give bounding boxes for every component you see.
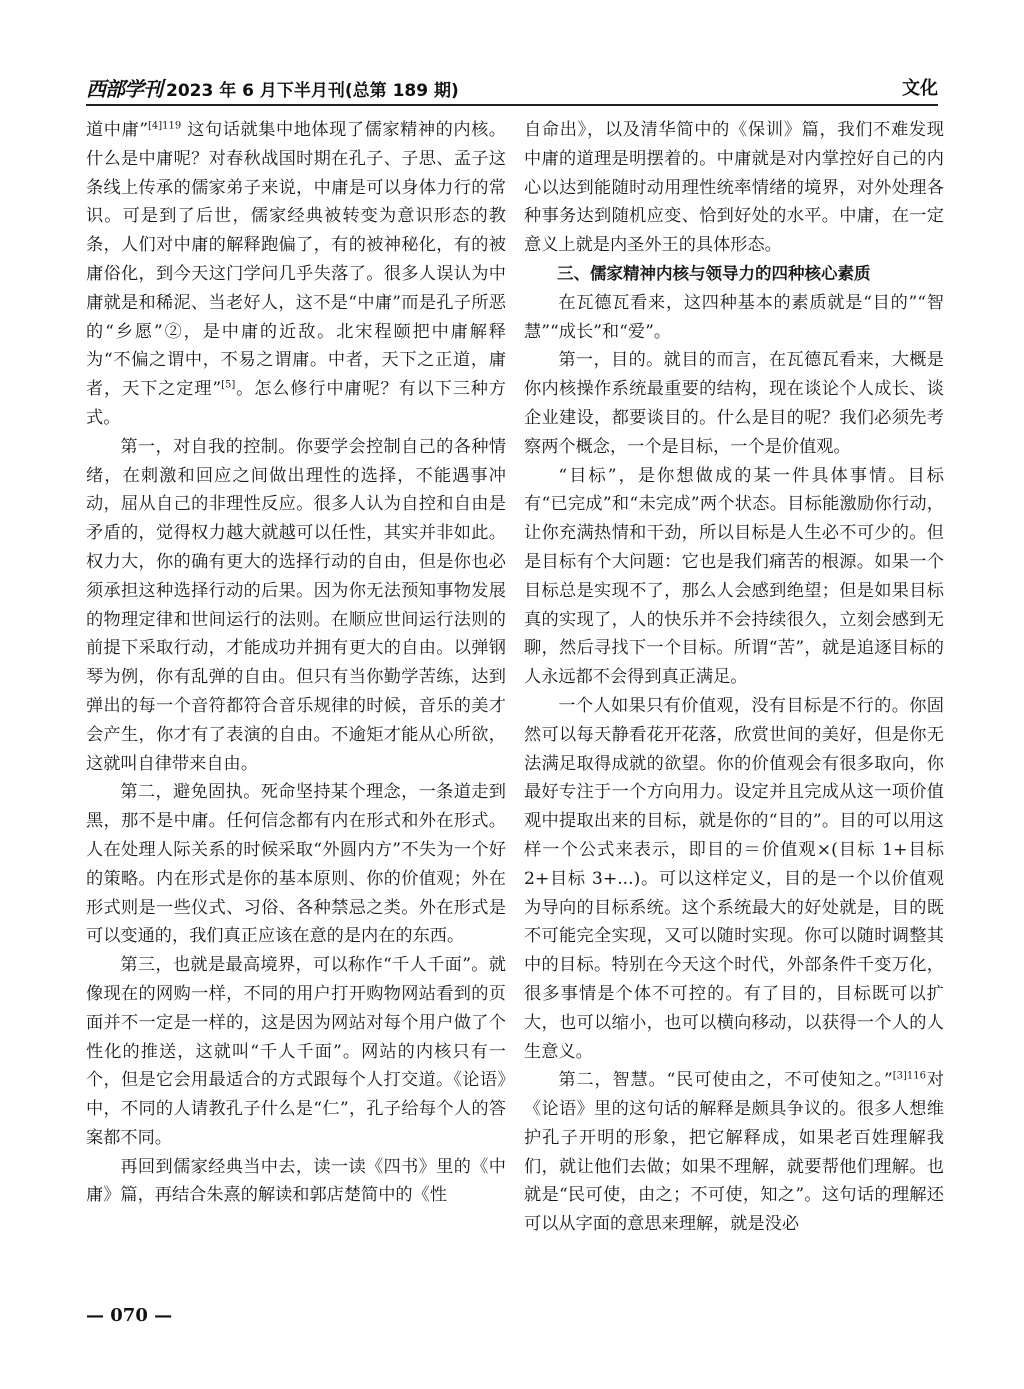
paragraph: 第一，目的。就目的而言，在瓦德瓦看来，大概是你内核操作系统最重要的结构，现在谈论个人成长、谈企业建设，都要谈目的。什么是目的呢？我们必须先考察两个概念，一个是目标，一个是价值观。 [524, 350, 944, 457]
section-label: 文化 [902, 78, 938, 99]
page-number: — 070 — [86, 1305, 173, 1326]
running-header [86, 70, 938, 106]
paragraph: 第一，对自我的控制。你要学会控制自己的各种情绪，在刺激和回应之间做出理性的选择，不能遇事冲动，屈从自己的非理性反应。很多人认为自控和自由是矛盾的，觉得权力越大就越可以任性，其实并非如此。权力大，你的确有更大的选择行动的自由，但是你也必须承担这种选择行动的后果。因为你无法预知事物发展的物理定律和世间运行的法则。在顺应世间运行法则的前提下采取行动，才能成功并拥有更大的自由。以弹钢琴为例，你有乱弹的自由。但只有当你勤学苦练，达到弹出的每一个音符都符合音乐规律的时候，音乐的美才会产生，你才有了表演的自由。不逾矩才能从心所欲，这就叫自律带来自由。 [86, 436, 506, 774]
section-heading: 三、儒家精神内核与领导力的四种核心素质 [557, 263, 871, 283]
left-column [86, 116, 506, 1286]
journal-logo: 西部学刊 [86, 76, 162, 101]
citation: [4]119 [148, 120, 182, 132]
paragraph: 第二，智慧。“民可使由之，不可使知之。”$^{[3]116}$对《论语》里的这句话的解释是颇具争议的。很多人想维护孔子开明的形象，把它解释成，如果老百姓理解我们，就让他们去做；如果不理解，就要帮他们理解。也就是“民可使，由之；不可使，知之”。这句话的理解还可以从字面的意思来理解，就是没必 [524, 1070, 944, 1235]
paragraph: 第三，也就是最高境界，可以称作“千人千面”。就像现在的网购一样，不同的用户打开购物网站看到的页面并不一定是一样的，这是因为网站对每个用户做了个性化的推送，这就叫“千人千面”。网站的内核只有一个，但是它会用最适合的方式跟每个人打交道。《论语》中，不同的人请教孔子什么是“仁”，孔子给每个人的答案都不同。 [86, 955, 506, 1148]
paragraph: 自命出》，以及清华简中的《保训》篇，我们不难发现中庸的道理是明摆着的。中庸就是对内掌控好自己的内心以达到能随时动用理性统率情绪的境界，对外处理各种事务达到随机应变、恰到好处的水平。中庸，在一定意义上就是内圣外王的具体形态。 [524, 120, 944, 256]
paragraph: 再回到儒家经典当中去，读一读《四书》里的《中庸》篇，再结合朱熹的解读和郭店楚简中的《性 [86, 1156, 506, 1206]
citation: [5] [221, 379, 236, 391]
paragraph: 道中庸”$^{[4]119}$ 这句话就集中地体现了儒家精神的内核。什么是中庸呢？对春秋战国时期在孔子、子思、孟子这条线上传承的儒家弟子来说，中庸是可以身体力行的常识。可是到了后世，儒家经典被转变为意识形态的教条，人们对中庸的解释跑偏了，有的被神秘化，有的被庸俗化，到今天这门学问几乎失落了。很多人误认为中庸就是和稀泥、当老好人，这不是“中庸”而是孔子所恶的“乡愿”②，是中庸的近敌。北宋程颐把中庸解释为“不偏之谓中，不易之谓庸。中者，天下之正道，庸者，天下之定理”[5]。怎么修行中庸呢？有以下三种方式。 [86, 120, 506, 428]
citation: [3]116 [892, 1070, 926, 1082]
paragraph: 一个人如果只有价值观，没有目标是不行的。你固然可以每天静看花开花落，欣赏世间的美好，但是你无法满足取得成就的欲望。你的价值观会有很多取向，你最好专注于一个方向用力。设定并且完成从这一项价值观中提取出来的目标，就是你的“目的”。目的可以用这样一个公式来表示，即目的＝价值观×(目标 1+目标 2+目标 3+...)。可以这样定义，目的是一个以价值观为导向的目标系统。这个系统最大的好处就是，目的既不可能完全实现，又可以随时实现。你可以随时调整其中的目标。特别在今天这个时代，外部条件千变万化，很多事情是个体不可控的。有了目的，目标既可以扩大，也可以缩小，也可以横向移动，以获得一个人的人生意义。 [524, 695, 944, 1062]
right-column [524, 116, 944, 1286]
issue-info: 2023 年 6 月下半月刊(总第 189 期) [166, 80, 459, 101]
paragraph: 第二，避免固执。死命坚持某个理念，一条道走到黑，那不是中庸。任何信念都有内在形式和外在形式。人在处理人际关系的时候采取“外圆内方”不失为一个好的策略。内在形式是你的基本原则、你的价值观；外在形式则是一些仪式、习俗、各种禁忌之类。外在形式是可以变通的，我们真正应该在意的是内在的东西。 [86, 782, 506, 947]
header-left [86, 73, 459, 102]
paragraph: “目标”，是你想做成的某一件具体事情。目标有“已完成”和“未完成”两个状态。目标能激励你行动，让你充满热情和干劲，所以目标是人生必不可少的。但是目标有个大问题：它也是我们痛苦的根源。如果一个目标总是实现不了，那么人会感到绝望；但是如果目标真的实现了，人的快乐并不会持续很久，立刻会感到无聊，然后寻找下一个目标。所谓“苦”，就是追逐目标的人永远都不会得到真正满足。 [524, 465, 944, 688]
paragraph: 在瓦德瓦看来，这四种基本的素质就是“目的”“智慧”“成长”和“爱”。 [524, 292, 944, 342]
